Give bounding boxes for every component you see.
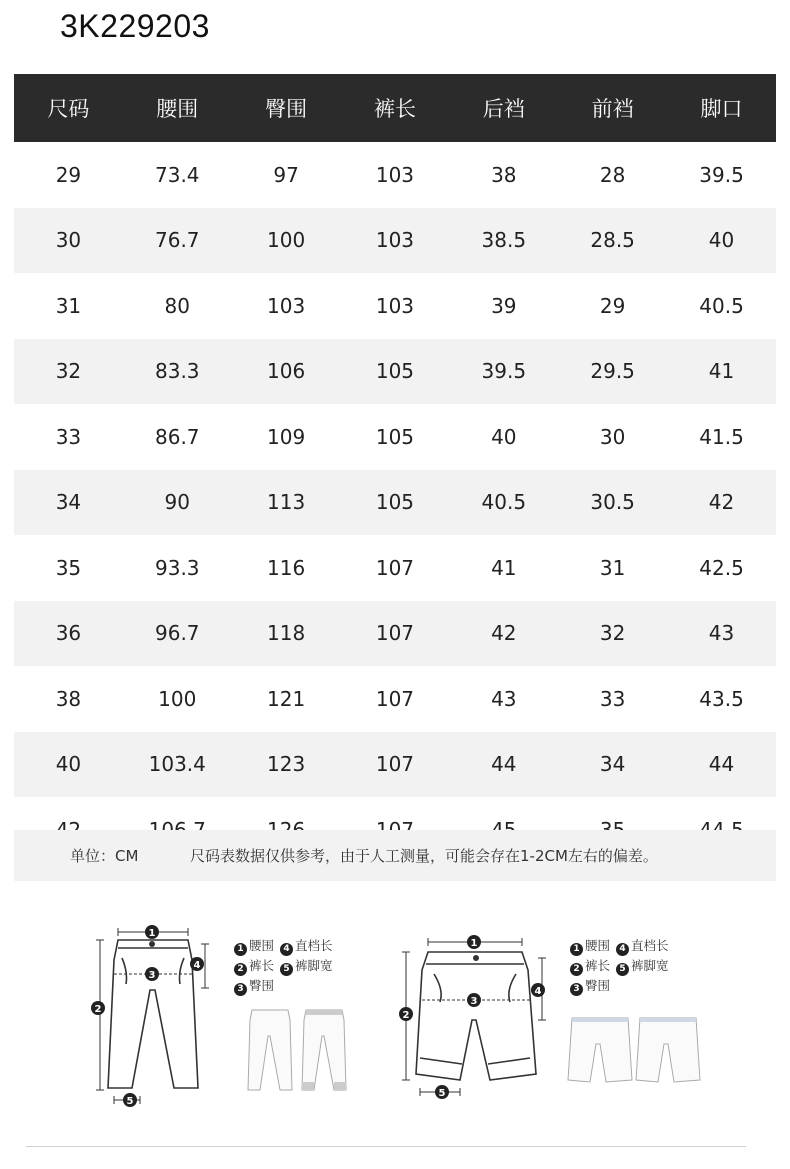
table-cell: 32 [558, 601, 667, 667]
table-cell: 29 [599, 293, 626, 318]
table-cell: 41 [491, 555, 517, 580]
marker-1: 1 [148, 928, 156, 939]
marker-4: 4 [193, 960, 201, 971]
col-header: 臀围 [232, 74, 341, 142]
table-cell: 116 [267, 555, 306, 580]
table-cell: 73.4 [155, 162, 200, 187]
table-cell: 41.5 [699, 424, 744, 449]
table-cell: 42.5 [699, 555, 744, 580]
table-cell: 30 [14, 208, 123, 274]
pants-measure-diagram [80, 900, 230, 1115]
table-cell: 96.7 [123, 601, 232, 667]
col-header: 裤长 [341, 74, 450, 142]
table-row [14, 601, 776, 667]
table-cell: 76.7 [123, 208, 232, 274]
marker-3: 3 [470, 996, 478, 1007]
table-cell: 36 [14, 601, 123, 667]
table-cell: 93.3 [155, 555, 200, 580]
table-cell: 41 [667, 339, 776, 405]
table-cell: 40.5 [449, 470, 558, 536]
table-cell: 38.5 [449, 208, 558, 274]
shorts-measure-diagram [390, 930, 560, 1105]
table-cell: 103 [267, 293, 306, 318]
col-header: 腰围 [123, 74, 232, 142]
disclaimer-text: 尺码表数据仅供参考，由于人工测量，可能会存在1-2CM左右的偏差。 [190, 847, 658, 865]
legend-waist: 1 腰围 [570, 936, 610, 956]
measurement-note [14, 830, 776, 881]
table-cell: 38 [491, 162, 517, 187]
table-row [14, 339, 776, 405]
table-cell: 29 [55, 162, 82, 187]
table-cell: 28 [599, 162, 626, 187]
table-cell: 109 [267, 424, 306, 449]
shorts-thumbnail-icons [566, 1010, 706, 1088]
table-cell: 33 [599, 686, 626, 711]
legend-length: 2 裤长 [570, 956, 610, 976]
legend-waist: 1 腰围 [234, 936, 274, 956]
table-cell: 90 [123, 470, 232, 536]
legend-hip: 3 臀围 [234, 976, 274, 996]
table-cell: 103 [375, 162, 415, 187]
legend-length: 2 裤长 [234, 956, 274, 976]
divider [26, 1146, 746, 1147]
table-cell: 32 [14, 339, 123, 405]
table-cell: 103 [375, 293, 415, 318]
table-cell: 35 [55, 555, 82, 580]
table-row [14, 732, 776, 798]
table-cell: 44 [667, 732, 776, 798]
table-cell: 33 [55, 424, 82, 449]
table-cell: 40 [667, 208, 776, 274]
table-cell: 29.5 [558, 339, 667, 405]
product-code: 3K229203 [60, 8, 210, 44]
table-row [14, 535, 776, 601]
table-cell: 28.5 [558, 208, 667, 274]
table-cell: 103.4 [123, 732, 232, 798]
pants-thumbnail-icons [246, 1000, 356, 1100]
pants-legend [234, 936, 333, 996]
table-row [14, 208, 776, 274]
marker-2: 2 [94, 1004, 102, 1015]
table-cell: 97 [273, 162, 299, 187]
table-cell: 123 [232, 732, 341, 798]
table-cell: 105 [375, 424, 415, 449]
legend-hem: 5 裤脚宽 [616, 956, 669, 976]
table-cell: 34 [14, 470, 123, 536]
legend-hip: 3 臀围 [570, 976, 610, 996]
table-cell: 42 [667, 470, 776, 536]
table-cell: 34 [558, 732, 667, 798]
table-cell: 118 [232, 601, 341, 667]
table-row [14, 470, 776, 536]
table-cell: 107 [341, 732, 450, 798]
table-body [14, 142, 776, 863]
col-header: 尺码 [14, 74, 123, 142]
table-cell: 39 [491, 293, 517, 318]
table-cell: 86.7 [155, 424, 200, 449]
table-cell: 107 [375, 686, 415, 711]
table-row [14, 666, 776, 732]
table-cell: 106 [232, 339, 341, 405]
shorts-legend [570, 936, 669, 996]
table-cell: 107 [375, 555, 415, 580]
table-row [14, 404, 776, 470]
marker-3: 3 [148, 970, 156, 981]
marker-2: 2 [402, 1010, 410, 1021]
size-table [14, 74, 776, 863]
table-cell: 30.5 [558, 470, 667, 536]
unit-label: 单位：CM [70, 847, 139, 865]
table-cell: 121 [267, 686, 306, 711]
marker-5: 5 [438, 1088, 446, 1099]
table-cell: 40.5 [699, 293, 744, 318]
table-cell: 39.5 [699, 162, 744, 187]
table-cell: 44 [449, 732, 558, 798]
legend-crotch: 4 直档长 [616, 936, 669, 956]
table-row [14, 142, 776, 208]
table-cell: 113 [232, 470, 341, 536]
table-cell: 30 [599, 424, 626, 449]
table-cell: 43.5 [699, 686, 744, 711]
legend-hem: 5 裤脚宽 [280, 956, 333, 976]
table-cell: 40 [14, 732, 123, 798]
table-cell: 43 [491, 686, 517, 711]
table-cell: 39.5 [449, 339, 558, 405]
table-cell: 38 [55, 686, 82, 711]
table-cell: 83.3 [123, 339, 232, 405]
table-cell: 100 [158, 686, 197, 711]
table-cell: 107 [341, 601, 450, 667]
marker-5: 5 [126, 1096, 134, 1107]
table-cell: 103 [341, 208, 450, 274]
legend-crotch: 4 直档长 [280, 936, 333, 956]
marker-1: 1 [470, 938, 478, 949]
marker-4: 4 [534, 986, 542, 997]
table-cell: 105 [341, 470, 450, 536]
table-cell: 100 [232, 208, 341, 274]
table-header-row [14, 74, 776, 142]
table-row [14, 273, 776, 339]
table-cell: 42 [449, 601, 558, 667]
table-cell: 105 [341, 339, 450, 405]
col-header: 脚口 [667, 74, 776, 142]
table-cell: 43 [667, 601, 776, 667]
table-cell: 31 [599, 555, 626, 580]
col-header: 后裆 [449, 74, 558, 142]
col-header: 前裆 [558, 74, 667, 142]
table-cell: 40 [491, 424, 517, 449]
table-cell: 80 [164, 293, 190, 318]
table-cell: 31 [55, 293, 82, 318]
